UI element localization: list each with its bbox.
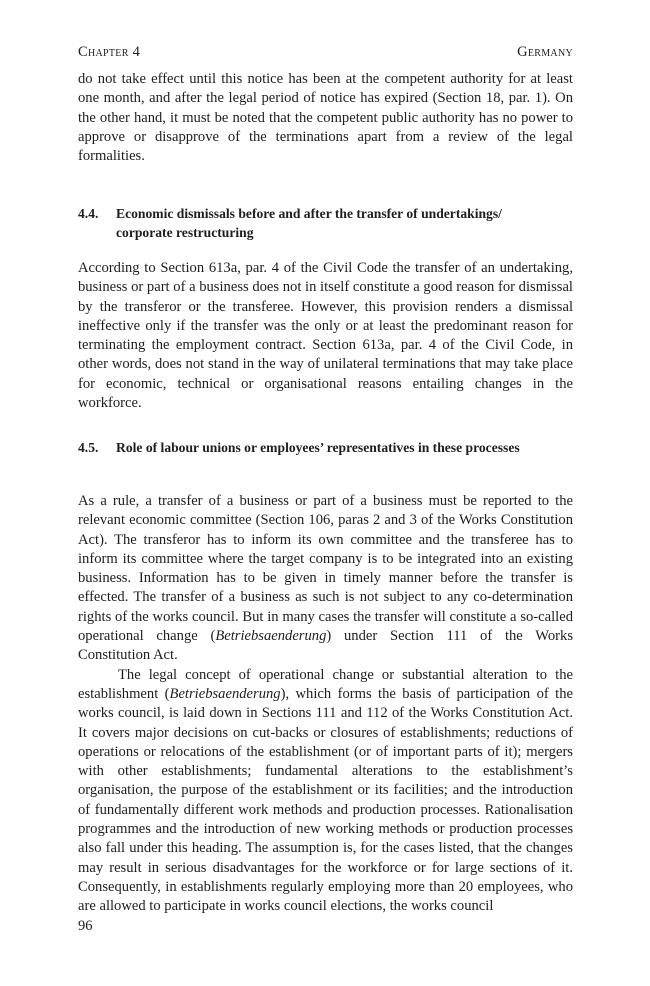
section-number: 4.5. bbox=[78, 440, 99, 455]
section-title: Role of labour unions or employees’ representatives in these processes bbox=[116, 440, 520, 455]
section-4-4-paragraph: According to Section 613a, par. 4 of the Civil Code the transfer of an undertaking, business or part of a business does not in itself constitute a good reason for dismissal by the transferor or the transferee. However, this provision renders a dismissal ineffective only if the transfer was the only or at least the predominant reason for terminating the employment contract. Section 613a, par. 4 of the Civil Code, in other words, does not stand in the way of unilateral terminations that may take place for economic, technical or organisational reasons entailing changes in the workforce. bbox=[78, 260, 573, 412]
section-4-5-body bbox=[78, 492, 573, 917]
header-country: Germany bbox=[517, 44, 573, 60]
section-4-5-heading bbox=[78, 438, 548, 457]
section-4-5-paragraph-2: The legal concept of operational change or substantial alteration to the establishment (Betriebsaenderung), which forms the basis of participation of the works council, is laid down in Sections 111 and 112 of the Works Constitution Act. It covers major decisions on cut-backs or closures of establishments; reductions of operations or relocations of the establishment (or of important parts of it); mergers with other establishments; fundamental alterations to the establishment’s organisation, the purpose of the establishment or its facilities; and the introduction of fundamentally different work methods and production processes. Rationalisation programmes and the introduction of new working methods or production processes also fall under this heading. The assumption is, for the cases listed, that the changes may result in serious disadvantages for the workforce or for large sections of it. Consequently, in establishments regularly employing more than 20 employees, who are allowed to participate in works council elections, the works council bbox=[78, 666, 573, 915]
italic-term: Betriebsaenderung bbox=[169, 685, 281, 702]
section-4-5-paragraph-1: As a rule, a transfer of a business or part of a business must be reported to the relevant economic committee (Section 106, paras 2 and 3 of the Works Constitution Act). The transferor has to inform its own committee and the transferee has to inform its committee where the target company is to be integrated into an existing business. Information has to be given in timely manner before the transfer is effected. The transfer of a business as such is not subject to any co-determination rights of the works council. But in many cases the transfer will constitute a so-called operational change (Betriebsaenderung) under Section 111 of the Works Constitution Act. bbox=[78, 493, 573, 664]
section-title: Economic dismissals before and after the transfer of undertakings/ corporate restructuring bbox=[116, 206, 502, 240]
header-chapter: Chapter 4 bbox=[78, 44, 141, 60]
section-number: 4.4. bbox=[78, 206, 99, 221]
intro-paragraph: do not take effect until this notice has been at the competent authority for at least one month, and after the legal period of notice has expired (Section 18, par. 1). On the other hand, it must be noted that the competent public authority has no power to approve or disapprove of the terminations apart from a review of the legal formalities. bbox=[78, 71, 573, 165]
italic-term: Betriebsaenderung bbox=[215, 628, 327, 645]
section-4-4-heading bbox=[78, 204, 548, 242]
page-number: 96 bbox=[78, 918, 93, 934]
